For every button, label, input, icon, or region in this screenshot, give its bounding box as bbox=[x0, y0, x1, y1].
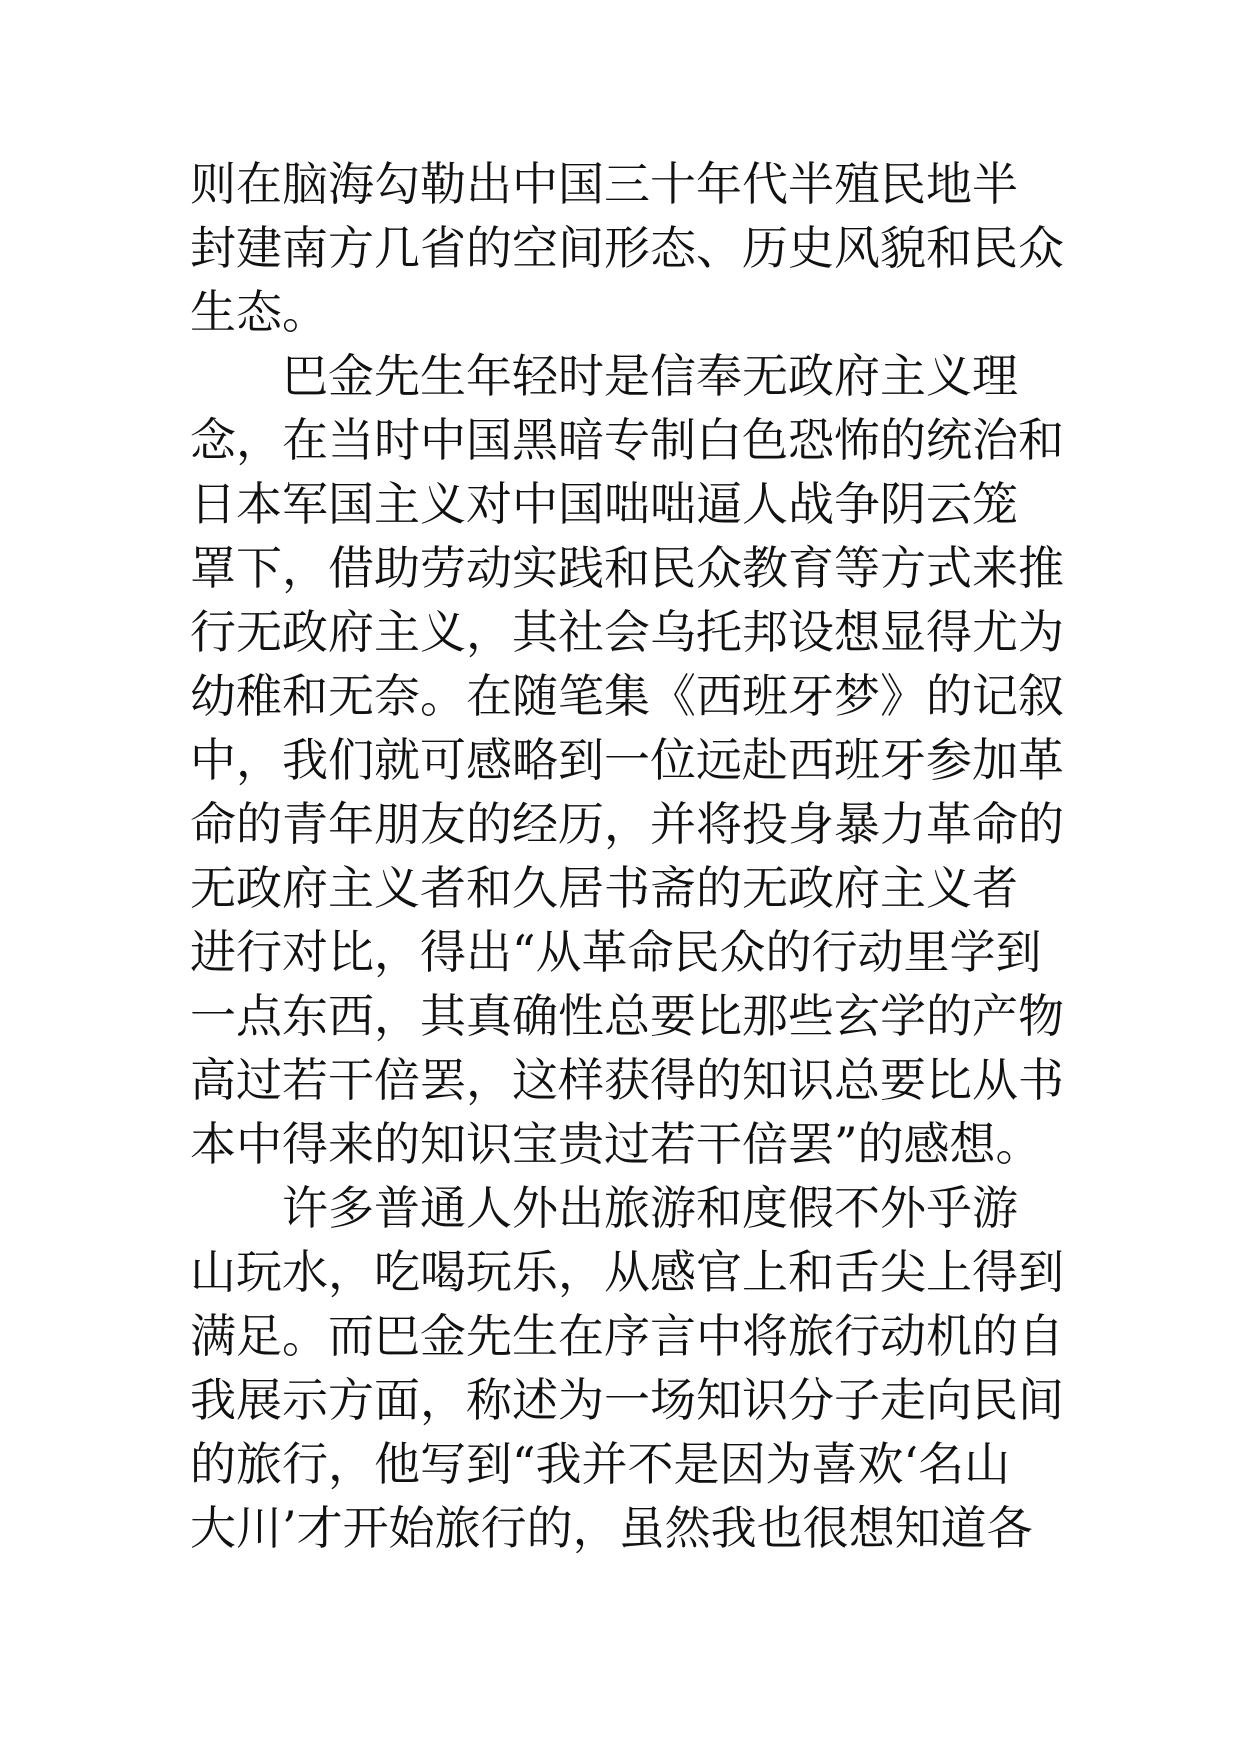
text-line: 日本军国主义对中国咄咄逼人战争阴云笼 bbox=[190, 477, 1018, 531]
text-line: 本中得来的知识宝贵过若干倍罢”的感想。 bbox=[190, 1117, 1042, 1171]
text-line: 满足。而巴金先生在序言中将旅行动机的自 bbox=[190, 1309, 1064, 1363]
text-line: 高过若干倍罢，这样获得的知识总要比从书 bbox=[190, 1053, 1064, 1107]
text-line: 念，在当时中国黑暗专制白色恐怖的统治和 bbox=[190, 413, 1064, 467]
text-line: 罩下，借助劳动实践和民众教育等方式来推 bbox=[190, 541, 1064, 595]
text-line: 大川’才开始旅行的，虽然我也很想知道各 bbox=[190, 1501, 1033, 1555]
text-line: 行无政府主义，其社会乌托邦设想显得尤为 bbox=[190, 605, 1064, 659]
text-line: 幼稚和无奈。在随笔集《西班牙梦》的记叙 bbox=[190, 669, 1064, 723]
text-line: 的旅行，他写到“我并不是因为喜欢‘名山 bbox=[190, 1437, 1011, 1491]
paragraph-first-line: 许多普通人外出旅游和度假不外乎游 bbox=[282, 1181, 1018, 1235]
text-line: 封建南方几省的空间形态、历史风貌和民众 bbox=[190, 221, 1064, 275]
text-line: 中，我们就可感略到一位远赴西班牙参加革 bbox=[190, 733, 1064, 787]
body-text bbox=[190, 152, 1070, 1560]
text-line: 无政府主义者和久居书斋的无政府主义者 bbox=[190, 861, 1018, 915]
text-line: 我展示方面，称述为一场知识分子走向民间 bbox=[190, 1373, 1064, 1427]
text-line: 进行对比，得出“从革命民众的行动里学到 bbox=[190, 925, 1042, 979]
paragraph-first-line: 巴金先生年轻时是信奉无政府主义理 bbox=[282, 349, 1018, 403]
text-line: 命的青年朋友的经历，并将投身暴力革命的 bbox=[190, 797, 1064, 851]
text-line: 山玩水，吃喝玩乐，从感官上和舌尖上得到 bbox=[190, 1245, 1064, 1299]
text-line: 生态。 bbox=[190, 285, 328, 339]
text-line: 则在脑海勾勒出中国三十年代半殖民地半 bbox=[190, 157, 1018, 211]
text-line: 一点东西，其真确性总要比那些玄学的产物 bbox=[190, 989, 1064, 1043]
